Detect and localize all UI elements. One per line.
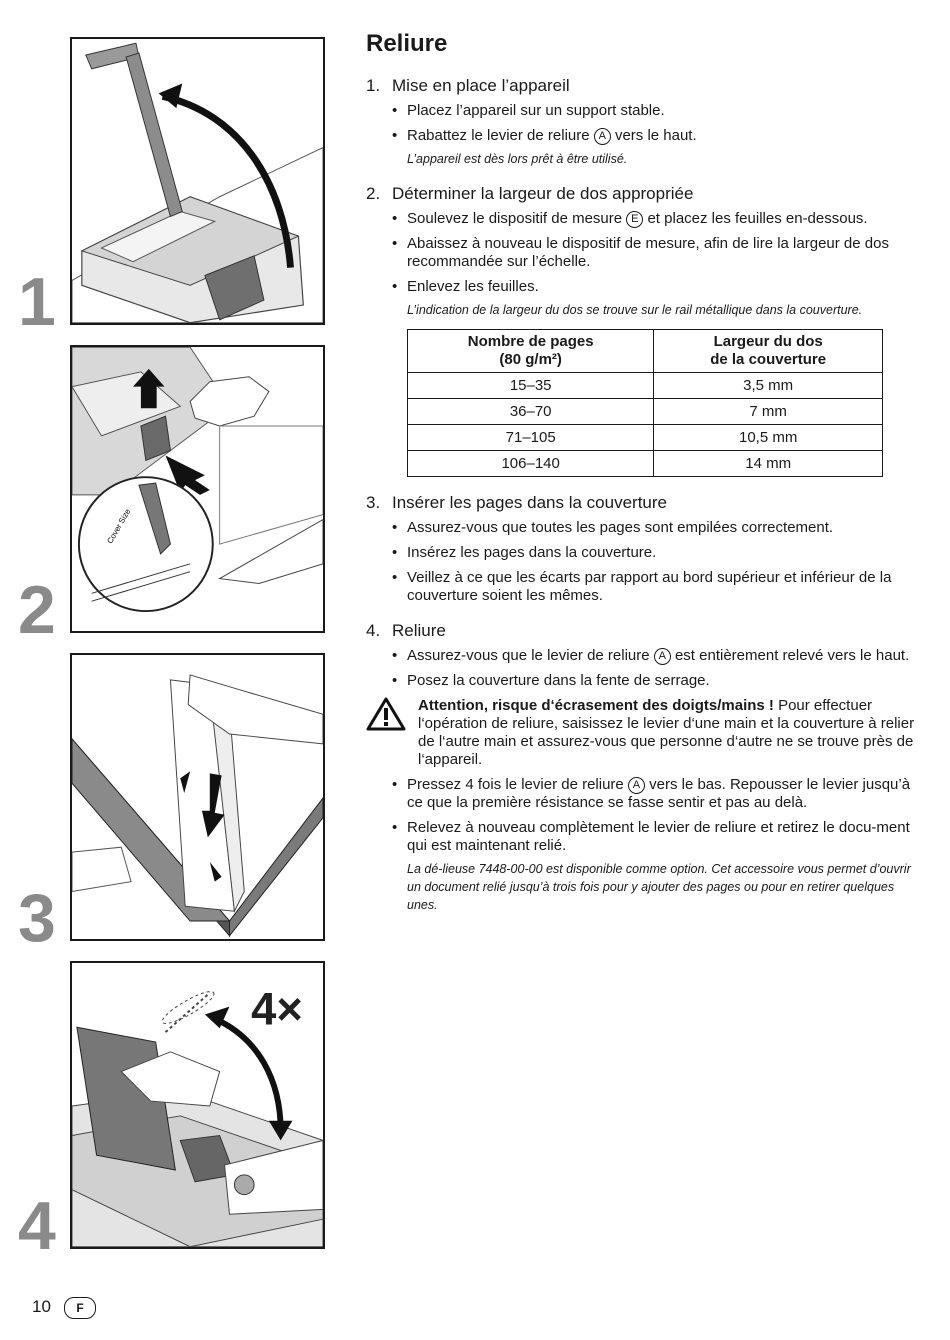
press-lever-illustration bbox=[72, 963, 323, 1247]
figure-step-3 bbox=[70, 653, 325, 941]
list-item: • Relevez à nouveau complètement le levier de reliure et retirez le docu-ment qui est maintenant relié. bbox=[392, 819, 926, 855]
section-heading: 3. Insérer les pages dans la couverture bbox=[366, 493, 667, 512]
figure-step-2 bbox=[70, 345, 325, 633]
marker-a-icon: A bbox=[654, 648, 671, 665]
figure-step-4 bbox=[70, 961, 325, 1249]
section-1 bbox=[366, 76, 926, 168]
note: L’indication de la largeur du dos se trouve sur le rail métallique dans la couverture. bbox=[407, 303, 863, 317]
section-heading: 4. Reliure bbox=[366, 621, 446, 640]
language-badge: F bbox=[64, 1297, 96, 1319]
list-item: • Veillez à ce que les écarts par rapport au bord supérieur et inférieur de la couverture soient les mêmes. bbox=[392, 569, 926, 605]
figure-step-1 bbox=[70, 37, 325, 325]
list-item: • Assurez-vous que toutes les pages sont empilées correctement. bbox=[392, 519, 926, 537]
list-item: • Insérez les pages dans la couverture. bbox=[392, 544, 926, 562]
table-row: 71–105 10,5 mm bbox=[408, 425, 883, 451]
instructions-column bbox=[366, 30, 926, 930]
list-item: • Posez la couverture dans la fente de serrage. bbox=[392, 672, 926, 690]
list-item: • Rabattez le levier de reliure A vers le haut. bbox=[392, 127, 926, 145]
list-item: • Pressez 4 fois le levier de reliure A vers le bas. Repousser le levier jusqu’à ce que la première résistance se fasse sentir et pas au delà. bbox=[392, 776, 926, 812]
step-number-4: 4 bbox=[18, 1188, 56, 1264]
binding-machine-lever-up-illustration bbox=[72, 39, 323, 323]
insert-pages-illustration bbox=[72, 655, 323, 939]
note: L’appareil est dès lors prêt à être utilisé. bbox=[407, 152, 628, 166]
note: La dé-lieuse 7448-00-00 est disponible comme option. Cet accessoire vous permet d’ouvrir un document relié jusqu’à trois fois pour y ajouter des pages ou pour en retirer quelques unes. bbox=[407, 862, 911, 912]
spine-width-table bbox=[407, 329, 883, 477]
measuring-gauge-illustration bbox=[72, 347, 323, 631]
list-item: • Soulevez le dispositif de mesure E et placez les feuilles en-dessous. bbox=[392, 210, 926, 228]
step-number-3: 3 bbox=[18, 880, 56, 956]
marker-a-icon: A bbox=[594, 128, 611, 145]
section-4 bbox=[366, 621, 926, 914]
cover-size-label: Cover Size bbox=[105, 507, 133, 546]
repeat-count-label: 4× bbox=[251, 983, 303, 1035]
section-heading: 2. Déterminer la largeur de dos appropriée bbox=[366, 184, 694, 203]
table-header: Largeur du dos de la couverture bbox=[654, 330, 883, 373]
section-heading: 1. Mise en place l’appareil bbox=[366, 76, 570, 95]
page-number: 10 bbox=[32, 1297, 51, 1316]
warning-block: Attention, risque d‘écrasement des doigts/mains ! Pour effectuer l‘opération de reliure, saisissez le levier d‘une main et la couverture à relier de l‘autre main et assurez-vous que personne d‘autre ne se trouve près de l‘appareil. bbox=[366, 697, 926, 769]
list-item: • Assurez-vous que le levier de reliure A est entièrement relevé vers le haut. bbox=[392, 647, 926, 665]
list-item: • Enlevez les feuilles. bbox=[392, 278, 926, 296]
list-item: • Abaissez à nouveau le dispositif de mesure, afin de lire la largeur de dos recommandée sur l’échelle. bbox=[392, 235, 926, 271]
table-header: Nombre de pages (80 g/m²) bbox=[408, 330, 654, 373]
step-number-1: 1 bbox=[18, 264, 56, 340]
table-row: 36–70 7 mm bbox=[408, 399, 883, 425]
table-row: 15–35 3,5 mm bbox=[408, 373, 883, 399]
list-item: • Placez l’appareil sur un support stable. bbox=[392, 102, 926, 120]
warning-triangle-icon bbox=[366, 697, 406, 731]
marker-e-icon: E bbox=[626, 211, 643, 228]
table-row: 106–140 14 mm bbox=[408, 451, 883, 477]
section-3 bbox=[366, 493, 926, 605]
step-number-2: 2 bbox=[18, 572, 56, 648]
marker-a-icon: A bbox=[628, 777, 645, 794]
section-2 bbox=[366, 184, 926, 477]
page-title: Reliure bbox=[366, 30, 448, 57]
